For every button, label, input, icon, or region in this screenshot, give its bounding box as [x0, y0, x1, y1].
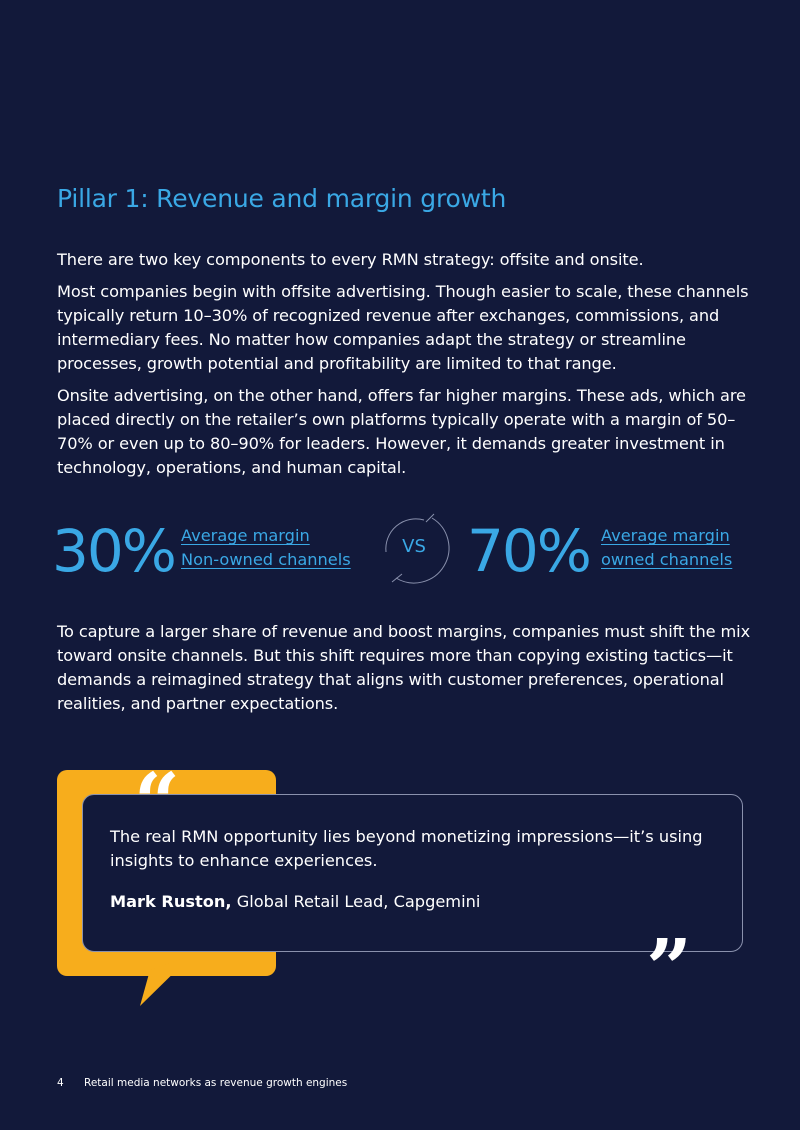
stat-owned-value: 70%	[467, 517, 590, 585]
stat-owned-label-link[interactable]	[601, 524, 732, 572]
quote-author: Mark Ruston,	[110, 892, 232, 911]
paragraph-offsite: Most companies begin with offsite advertising. Though easier to scale, these channels typically return 10–30% of recognized revenue after exchanges, commissions, and intermediary fees. No matter how companies adapt the strategy or streamline processes, growth potential and profitability are limited to that range.	[57, 282, 749, 373]
open-quote-icon: “	[134, 755, 181, 849]
stat-non-owned-label-link[interactable]	[181, 524, 351, 572]
stat-non-owned-value: 30%	[52, 517, 175, 585]
stat-non-owned-label-line2: Non-owned channels	[181, 550, 351, 569]
quote-attribution	[110, 890, 480, 914]
paragraph-shift: To capture a larger share of revenue and boost margins, companies must shift the mix toward onsite channels. But this shift requires more than copying existing tactics—it demands a reimagined strategy that aligns with customer preferences, operational realities, and partner expectations.	[57, 622, 751, 713]
quote-box	[82, 794, 743, 952]
close-quote-icon: ”	[646, 921, 693, 1015]
stat-owned-label-line2: owned channels	[601, 550, 733, 569]
quote-author-role: Global Retail Lead, Capgemini	[231, 892, 481, 911]
vs-badge	[376, 512, 452, 588]
section-heading: Pillar 1: Revenue and margin growth	[57, 184, 507, 213]
stat-non-owned-label-line1: Average margin	[181, 526, 310, 545]
vs-label: VS	[402, 536, 426, 557]
quote-text: The real RMN opportunity lies beyond monetizing impressions—it’s using insights to enhance experiences.	[110, 827, 703, 870]
paragraph-intro: There are two key components to every RMN strategy: offsite and onsite.	[57, 250, 644, 269]
footer-title: Retail media networks as revenue growth engines	[84, 1077, 348, 1089]
stat-owned-label-line1: Average margin	[601, 526, 730, 545]
paragraph-onsite: Onsite advertising, on the other hand, offers far higher margins. These ads, which are placed directly on the retailer’s own platforms typically operate with a margin of 50–70% or even up to 80–90% for leaders. However, it demands greater investment in technology, operations, and human capital.	[57, 386, 746, 477]
page-number: 4	[57, 1077, 64, 1089]
